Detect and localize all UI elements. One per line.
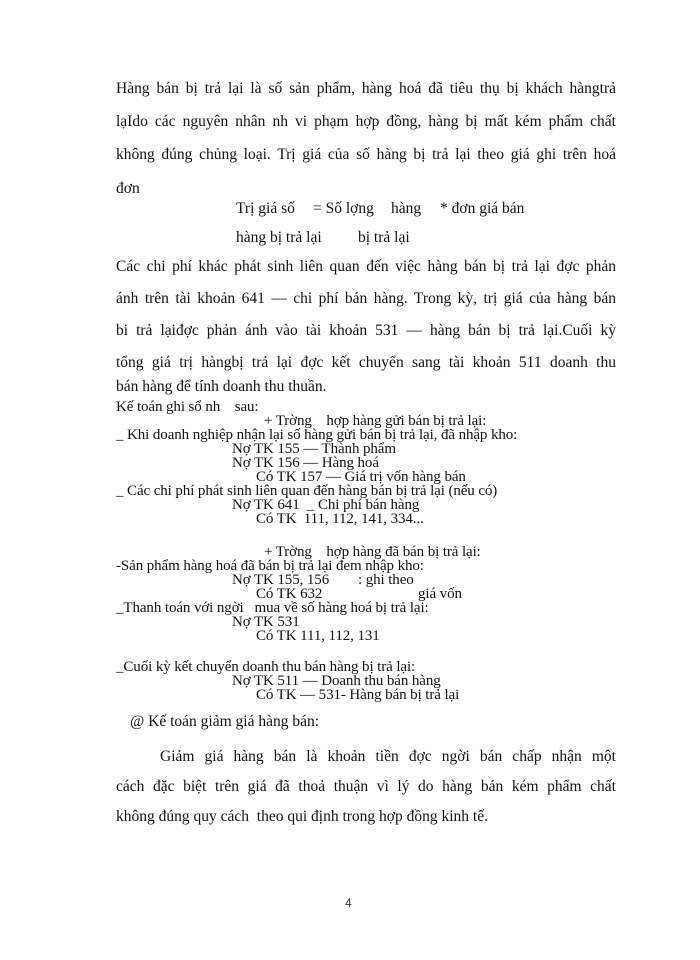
formula-mid-2: bị trả lại xyxy=(358,229,410,246)
case3-debit1: Nợ TK 511 — Doanh thu bán hàng xyxy=(232,673,441,689)
page-number: 4 xyxy=(345,896,352,910)
para2-line-1: Các chi phí khác phát sinh liên quan đến việc hàng bán bị trả lại đợc phản xyxy=(116,258,616,275)
formula-mid: hàng xyxy=(391,200,422,217)
case2-debit1: Nợ TK 155, 156 xyxy=(232,572,330,588)
case1-title: + Trờng hợp hàng gửi bán bị trả lại: xyxy=(264,413,487,429)
case1-step2: _ Các chi phí phát sinh liên quan đến hàng bán bị trả lại (nếu có) xyxy=(116,483,498,499)
formula-left-2: hàng bị trả lại xyxy=(236,229,322,246)
case1-credit2: Có TK 111, 112, 141, 334... xyxy=(256,511,424,527)
case2-credit2: Có TK 111, 112, 131 xyxy=(256,628,380,644)
case3-step1: _Cuối kỳ kết chuyển doanh thu bán hàng bị trả lại: xyxy=(116,659,416,675)
discount-heading: @ Kế toán giảm giá hàng bán: xyxy=(130,713,320,730)
formula-eq: = Số lợng xyxy=(313,200,374,217)
discount-line-1: Giảm giá hàng bán là khoản tiền đợc ngời bán chấp nhận một xyxy=(160,748,616,765)
para2-line-2: ánh trên tài khoản 641 — chi phí bán hàng. Trong kỳ, trị giá của hàng bán xyxy=(116,290,616,307)
case1-debit2: Nợ TK 156 — Hàng hoá xyxy=(232,455,379,471)
para2-line-5: bán hàng để tính doanh thu thuần. xyxy=(116,378,327,395)
case3-credit1: Có TK — 531- Hàng bán bị trả lại xyxy=(256,687,460,703)
case2-title: + Trờng hợp hàng đã bán bị trả lại: xyxy=(264,544,481,560)
entries-heading: Kế toán ghi sổ nh sau: xyxy=(116,399,259,415)
discount-line-2: cách đặc biệt trên giá đã thoả thuận vì lý do hàng bán kém phẩm chất xyxy=(116,778,616,795)
case1-debit3: Nợ TK 641 _ Chi phí bán hàng xyxy=(232,497,420,513)
case2-note1: : ghi theo xyxy=(358,572,414,588)
para2-line-3: bi trả lạiđợc phản ánh vào tài khoản 531 — hàng bán bị trả lại.Cuối kỳ xyxy=(116,322,616,339)
para2-line-4: tổng giá trị hàngbị trả lại đợc kết chuyển sang tài khoản 511 doanh thu xyxy=(116,354,616,371)
case2-step2: _Thanh toán với ngời mua về số hàng hoá bị trả lại: xyxy=(116,600,429,616)
intro-line-4: đơn xyxy=(116,180,140,197)
case1-credit1: Có TK 157 — Giá trị vốn hàng bán xyxy=(256,469,466,485)
formula-left: Trị giá số xyxy=(236,200,295,217)
case2-note2: giá vốn xyxy=(418,586,462,602)
discount-line-3: không đúng quy cách theo qui định trong hợp đồng kinh tế. xyxy=(116,808,488,825)
intro-line-3: không đúng chủng loại. Trị giá của số hàng bị trả lại theo giá ghi trên hoá xyxy=(116,146,616,163)
case1-step1: _ Khi doanh nghiệp nhận lại số hàng gửi bán bị trả lại, đã nhập kho: xyxy=(116,427,518,443)
case2-step1: -Sản phẩm hàng hoá đã bán bị trả lại đem nhập kho: xyxy=(116,558,424,574)
intro-line-1: Hàng bán bị trả lại là số sản phẩm, hàng hoá đã tiêu thụ bị khách hàngtrả xyxy=(116,80,616,97)
case2-credit1: Có TK 632 xyxy=(256,586,323,602)
formula-right: * đơn giá bán xyxy=(440,200,525,217)
case2-debit2: Nợ TK 531 xyxy=(232,614,300,630)
intro-line-2: lạIdo các nguyên nhân nh vi phạm hợp đồng, hàng bị mất kém phẩm chất xyxy=(116,113,616,130)
case1-debit1: Nợ TK 155 — Thành phẩm xyxy=(232,441,396,457)
